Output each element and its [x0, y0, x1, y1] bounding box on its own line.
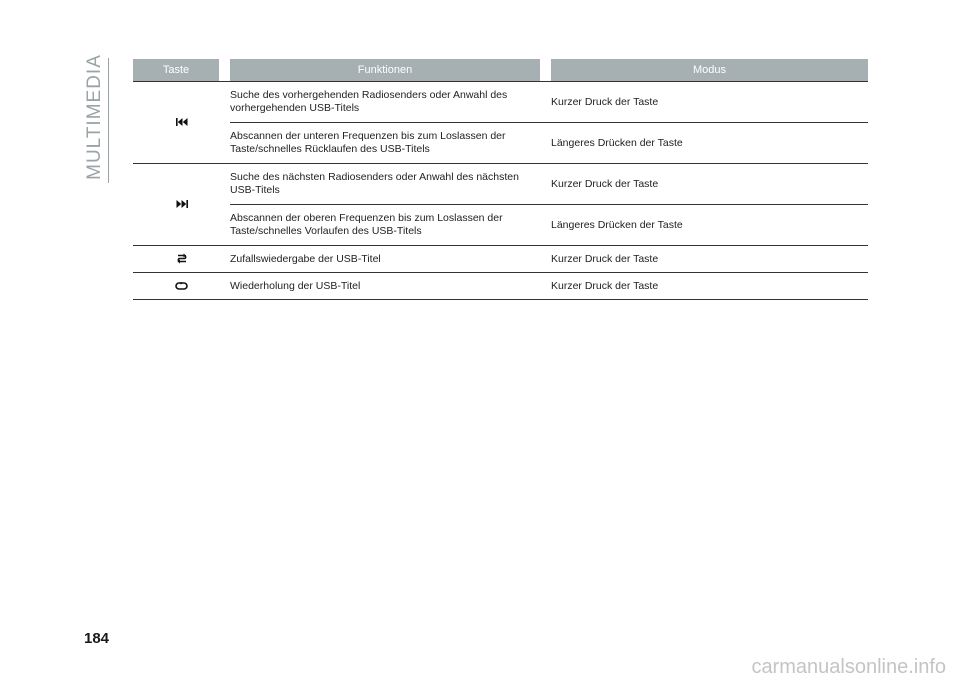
repeat-icon [175, 280, 188, 292]
key-cell [133, 246, 230, 273]
function-cell: Abscannen der oberen Frequenzen bis zum Loslassen der Taste/schnelles Vorlaufen des USB-Titels [230, 205, 551, 246]
mode-cell: Kurzer Druck der Taste [551, 164, 868, 205]
mode-cell: Längeres Drücken der Taste [551, 205, 868, 246]
mode-cell: Kurzer Druck der Taste [551, 273, 868, 300]
key-cell [133, 273, 230, 300]
header-taste: Taste [133, 59, 230, 81]
function-cell: Suche des vorhergehenden Radiosenders oder Anwahl des vorhergehenden USB-Titels [230, 81, 551, 123]
shuffle-icon [177, 253, 187, 265]
table-row [133, 123, 868, 164]
function-cell: Zufallswiedergabe der USB-Titel [230, 246, 551, 273]
function-cell: Suche des nächsten Radiosenders oder Anwahl des nächsten USB-Titels [230, 164, 551, 205]
table-row [133, 81, 868, 123]
table-row [133, 164, 868, 205]
watermark: carmanualsonline.info [751, 656, 946, 678]
table-header-row [133, 59, 868, 81]
section-title: MULTIMEDIA [84, 54, 106, 180]
table-row [133, 205, 868, 246]
function-cell: Abscannen der unteren Frequenzen bis zum Loslassen der Taste/schnelles Rücklaufen des USB-Titels [230, 123, 551, 164]
skip-back-icon [176, 116, 188, 128]
section-divider [108, 58, 109, 183]
table-row [133, 246, 868, 273]
mode-cell: Längeres Drücken der Taste [551, 123, 868, 164]
key-cell [133, 81, 230, 164]
header-funktionen: Funktionen [230, 59, 551, 81]
mode-cell: Kurzer Druck der Taste [551, 246, 868, 273]
table-row [133, 273, 868, 300]
page-number: 184 [84, 630, 110, 647]
header-modus: Modus [551, 59, 868, 81]
mode-cell: Kurzer Druck der Taste [551, 81, 868, 123]
function-cell: Wiederholung der USB-Titel [230, 273, 551, 300]
controls-table [133, 59, 868, 300]
section-title-vertical [83, 52, 107, 182]
key-cell [133, 164, 230, 246]
skip-forward-icon [176, 198, 188, 210]
